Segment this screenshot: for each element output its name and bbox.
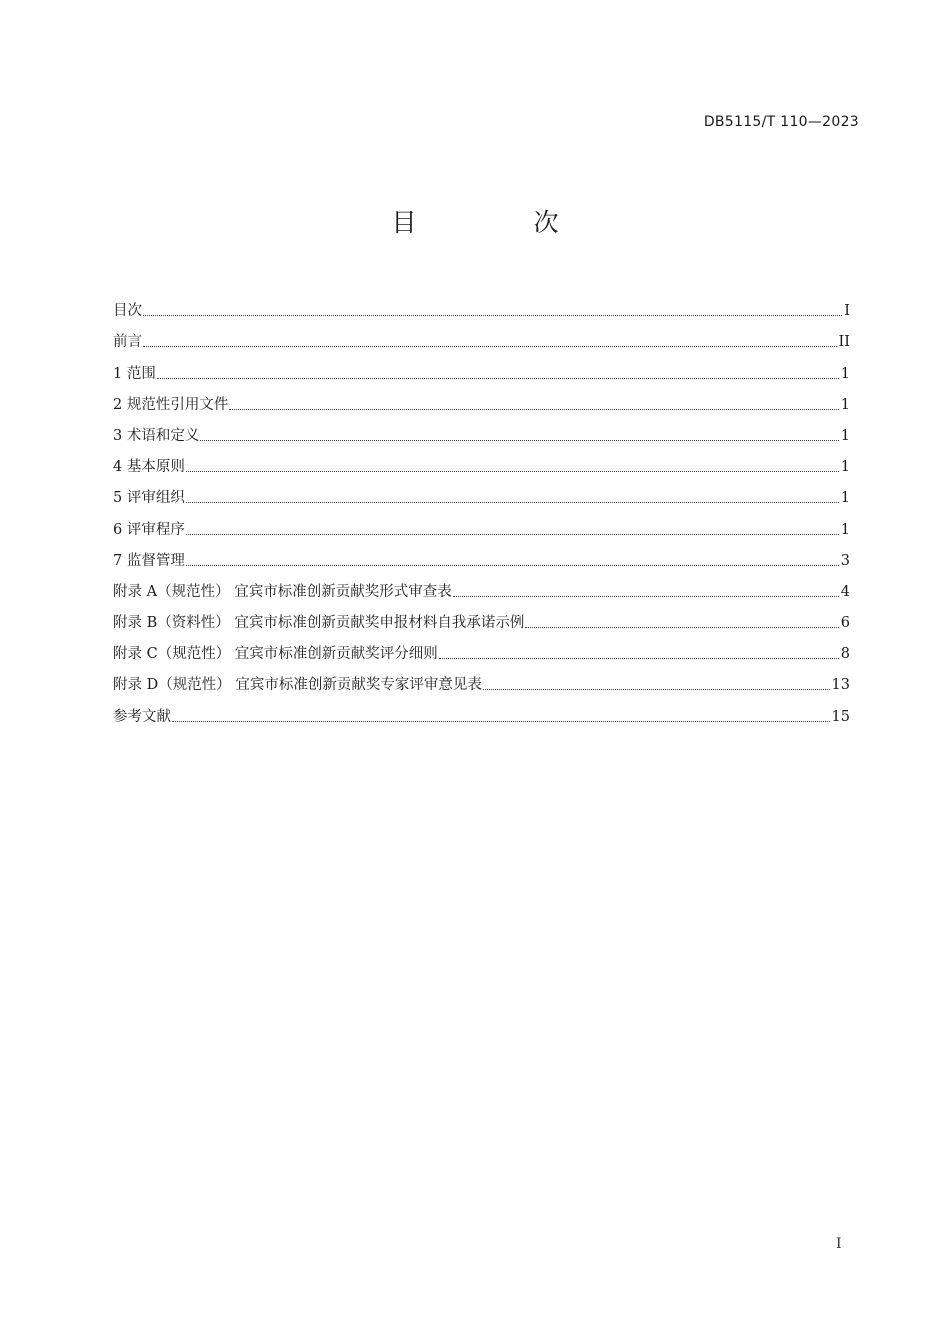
toc-entry-label: 2 规范性引用文件 bbox=[113, 396, 229, 413]
dot-leader bbox=[186, 470, 839, 472]
toc-entry-appendix-a[interactable] bbox=[113, 571, 850, 602]
toc-entry-page: 6 bbox=[840, 615, 850, 632]
document-code: DB5115/T 110—2023 bbox=[703, 114, 859, 130]
dot-leader bbox=[525, 626, 838, 628]
dot-leader bbox=[186, 501, 839, 503]
toc-entry-page: 1 bbox=[840, 521, 850, 538]
toc-entry-label: 3 术语和定义 bbox=[113, 427, 200, 444]
toc-entry-basic-principles[interactable] bbox=[113, 446, 850, 477]
dot-leader bbox=[186, 564, 839, 566]
toc-entry-page: II bbox=[838, 334, 850, 351]
toc-entry-page: 1 bbox=[840, 365, 850, 382]
toc-heading: 目 次 bbox=[391, 208, 605, 237]
toc-entry-page: 1 bbox=[840, 490, 850, 507]
toc-entry-label: 附录 D（规范性） 宜宾市标准创新贡献奖专家评审意见表 bbox=[113, 677, 482, 694]
toc-entry-review-organization[interactable] bbox=[113, 477, 850, 508]
dot-leader bbox=[229, 408, 838, 410]
toc-entry-label: 附录 B（资料性） 宜宾市标准创新贡献奖申报材料自我承诺示例 bbox=[113, 615, 525, 632]
toc-entry-page: 15 bbox=[831, 708, 850, 725]
toc-entry-scope[interactable] bbox=[113, 352, 850, 383]
toc-entry-page: 1 bbox=[840, 396, 850, 413]
toc-entry-normative-references[interactable] bbox=[113, 384, 850, 415]
dot-leader bbox=[143, 345, 837, 347]
dot-leader bbox=[439, 657, 839, 659]
toc-entry-page: 4 bbox=[840, 583, 850, 600]
table-of-contents bbox=[113, 290, 850, 727]
toc-entry-supervision[interactable] bbox=[113, 540, 850, 571]
dot-leader bbox=[172, 720, 830, 722]
toc-entry-page: I bbox=[844, 303, 850, 320]
toc-entry-contents[interactable] bbox=[113, 290, 850, 321]
toc-entry-label: 附录 C（规范性） 宜宾市标准创新贡献奖评分细则 bbox=[113, 646, 438, 663]
toc-entry-bibliography[interactable] bbox=[113, 695, 850, 726]
toc-entry-review-procedure[interactable] bbox=[113, 508, 850, 539]
toc-entry-page: 1 bbox=[840, 459, 850, 476]
dot-leader bbox=[483, 688, 830, 690]
toc-entry-foreword[interactable] bbox=[113, 321, 850, 352]
toc-entry-label: 4 基本原则 bbox=[113, 459, 185, 476]
dot-leader bbox=[157, 377, 839, 379]
toc-entry-page: 13 bbox=[831, 677, 850, 694]
toc-entry-label: 7 监督管理 bbox=[113, 552, 185, 569]
toc-entry-label: 1 范围 bbox=[113, 365, 156, 382]
toc-entry-appendix-c[interactable] bbox=[113, 633, 850, 664]
dot-leader bbox=[143, 314, 842, 316]
toc-entry-page: 8 bbox=[840, 646, 850, 663]
toc-entry-label: 目次 bbox=[113, 303, 142, 320]
toc-entry-label: 附录 A（规范性） 宜宾市标准创新贡献奖形式审查表 bbox=[113, 583, 452, 600]
toc-entry-label: 参考文献 bbox=[113, 708, 171, 725]
toc-entry-label: 5 评审组织 bbox=[113, 490, 185, 507]
dot-leader bbox=[200, 439, 838, 441]
toc-entry-appendix-d[interactable] bbox=[113, 664, 850, 695]
toc-entry-page: 1 bbox=[840, 427, 850, 444]
toc-entry-page: 3 bbox=[840, 552, 850, 569]
toc-entry-label: 6 评审程序 bbox=[113, 521, 185, 538]
toc-entry-appendix-b[interactable] bbox=[113, 602, 850, 633]
dot-leader bbox=[186, 533, 839, 535]
toc-entry-label: 前言 bbox=[113, 334, 142, 351]
page-number: I bbox=[836, 1236, 842, 1252]
dot-leader bbox=[453, 595, 839, 597]
toc-entry-terms-definitions[interactable] bbox=[113, 415, 850, 446]
